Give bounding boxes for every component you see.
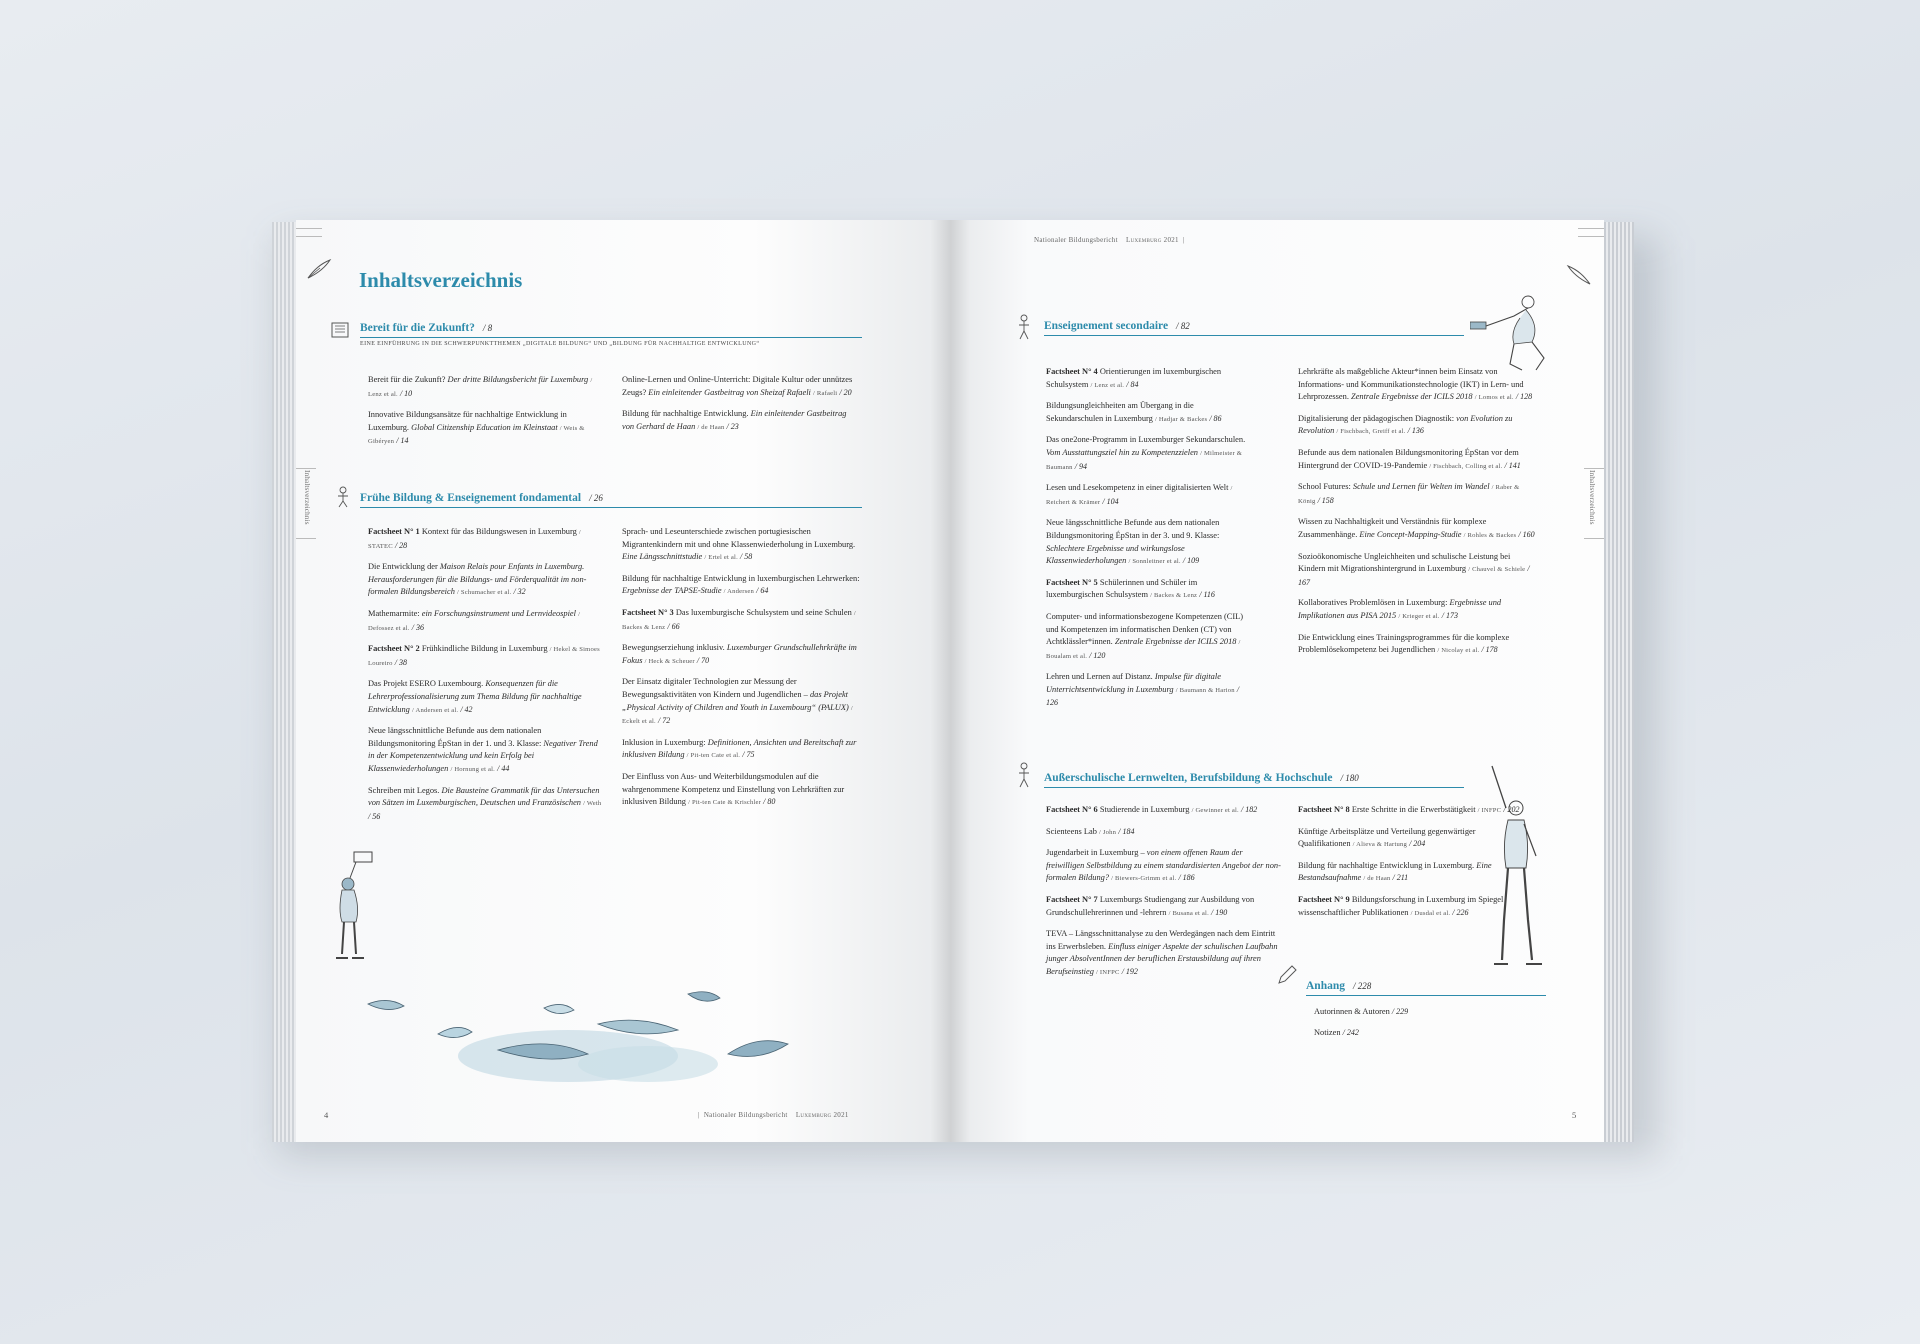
toc-entry[interactable]: Die Entwicklung eines Trainingsprogrammes für die komplexe Problemlösekompetenz bei Jugendlichen / Nicolay et al. / 178	[1298, 632, 1510, 655]
side-rule	[296, 468, 316, 469]
toc-entry[interactable]: Innovative Bildungsansätze für nachhaltige Entwicklung in Luxemburg. Global Citizenship Education im Kleinstaat / Weis & Gibéryen / 14	[368, 410, 585, 446]
side-label: Inhaltsverzeichnis	[303, 470, 312, 525]
section-header[interactable]	[1044, 772, 1464, 788]
section-subtitle: EINE EINFÜHRUNG IN DIE SCHWERPUNKTTHEMEN „DIGITALE BILDUNG“ UND „BILDUNG FÜR NACHHALTIGE ENTWICKLUNG“	[360, 341, 760, 347]
right-page	[950, 220, 1604, 1142]
side-rule	[1584, 468, 1604, 469]
section-title: Anhang	[1306, 980, 1345, 992]
crouching-person-illustration	[1470, 292, 1560, 372]
section-title: Außerschulische Lernwelten, Berufsbildung & Hochschule	[1044, 772, 1333, 784]
appendix-list	[1306, 1006, 1546, 1039]
toc-column	[622, 374, 858, 442]
child-with-tablet-illustration	[332, 850, 376, 970]
section-page: / 8	[482, 323, 493, 333]
toc-entry[interactable]: Lehren und Lernen auf Distanz. Impulse für digitale Unterrichtsentwicklung in Luxemburg / Baumann & Harion / 126	[1046, 672, 1240, 708]
running-header: Nationaler Bildungsbericht Luxemburg 2021 |	[1034, 236, 1185, 244]
section-page: / 228	[1353, 981, 1372, 991]
toc-entry[interactable]: Lesen und Lesekompetenz in einer digitalisierten Welt / Reichert & Krämer / 104	[1046, 483, 1233, 506]
toc-entry[interactable]: Lehrkräfte als maßgebliche Akteur*innen beim Einsatz von Informations- und Kommunikationstechnologie (IKT) in Lern- und Lehrprozessen. Zentrale Ergebnisse der ICILS 2018 / Lomos et al. / 128	[1298, 367, 1533, 402]
corner-rule	[1578, 228, 1604, 229]
corner-rule	[296, 228, 322, 229]
toc-entry[interactable]: Notizen / 242	[1314, 1027, 1359, 1037]
toc-entry[interactable]: Bildung für nachhaltige Entwicklung in Luxemburg. Eine Bestandsaufnahme / de Haan / 211	[1298, 860, 1492, 883]
toc-entry[interactable]: Die Entwicklung der Maison Relais pour Enfants in Luxemburg. Herausforderungen für die Bildungs- und Förderqualität im non-formalen Bildungsbereich / Schumacher et al. / 32	[368, 562, 587, 597]
toc-entry[interactable]: Sozioökonomische Ungleichheiten und schulische Leistung bei Kindern mit Migrationshintergrund in Luxemburg / Chauvel & Schiele / 167	[1298, 551, 1530, 587]
toc-entry[interactable]: Digitalisierung der pädagogischen Diagnostik: von Evolution zu Revolution / Fischbach, Greiff et al. / 136	[1298, 413, 1513, 436]
toc-entry[interactable]: Bildung für nachhaltige Entwicklung. Ein einleitender Gastbeitrag von Gerhard de Haan / de Haan / 23	[622, 409, 847, 431]
toc-entry[interactable]: Computer- und informationsbezogene Kompetenzen (CIL) und Kompetenzen im informatischen Denken (CT) von Achtklässler*innen. Zentrale Ergebnisse der ICILS 2018 / Boualam et al. / 120	[1046, 611, 1244, 660]
section-header[interactable]	[1306, 980, 1546, 996]
toc-entry[interactable]: Scienteens Lab / John / 184	[1046, 826, 1135, 836]
toc-entry[interactable]: Bildung für nachhaltige Entwicklung in luxemburgischen Lehrwerken: Ergebnisse der TAPSE-Studie / Andersen / 64	[622, 573, 860, 596]
leaves-watercolor-illustration	[348, 984, 828, 1094]
side-label: Inhaltsverzeichnis	[1588, 470, 1597, 525]
toc-entry[interactable]: Kollaboratives Problemlösen in Luxemburg: Ergebnisse und Implikationen aus PISA 2015 / Krieger et al. / 173	[1298, 598, 1502, 620]
section-page: / 26	[589, 493, 603, 503]
toc-column	[368, 374, 600, 457]
toc-entry[interactable]: Factsheet N° 7 Luxemburgs Studiengang zur Ausbildung von Grundschullehrerinnen und -lehrern / Busana et al. / 190	[1046, 894, 1255, 917]
toc-entry[interactable]: Neue längsschnittliche Befunde aus dem nationalen Bildungsmonitoring ÉpStan in der 1. und 3. Klasse: Negativer Trend in der Kompetenzentwicklung und kein Erfolg bei Klassenwiederholungen / Hornung et al. / 44	[368, 726, 598, 773]
child-drawing-icon	[334, 486, 352, 508]
toc-entry[interactable]: Bildungsungleichheiten am Übergang in die Sekundarschulen in Luxemburg / Hadjar & Backes / 86	[1046, 401, 1222, 423]
toc-entry[interactable]: Factsheet N° 5 Schülerinnen und Schüler im luxemburgischen Schulsystem / Backes & Lenz / 116	[1046, 577, 1215, 600]
toc-entry[interactable]: TEVA – Längsschnittanalyse zu den Werdegängen nach dem Eintritt ins Erwerbsleben. Einfluss einiger Aspekte der schulischen Laufbahn junger AbsolventInnen der beruflichen Erstausbildung auf ihren Berufseinstieg / INFPC / 192	[1046, 929, 1278, 976]
section-ausserschulisch	[1044, 772, 1464, 788]
toc-column	[1046, 804, 1282, 988]
section-title: Enseignement secondaire	[1044, 320, 1169, 332]
pencil-icon	[1276, 964, 1298, 986]
toc-entry[interactable]: Factsheet N° 1 Kontext für das Bildungswesen in Luxemburg / STATEC / 28	[368, 527, 581, 550]
toc-entry[interactable]: School Futures: Schule und Lernen für Welten im Wandel / Raber & König / 158	[1298, 482, 1520, 505]
section-anhang	[1306, 980, 1546, 1047]
corner-rule	[1578, 236, 1604, 237]
toc-entry[interactable]: Factsheet N° 8 Erste Schritte in die Erwerbstätigkeit / INFPC / 202	[1298, 805, 1520, 814]
section-fruehe-bildung	[360, 492, 862, 508]
corner-rule	[296, 236, 322, 237]
toc-entry[interactable]: Befunde aus dem nationalen Bildungsmonitoring ÉpStan vor dem Hintergrund der COVID-19-Pandemie / Fischbach, Colling et al. / 141	[1298, 447, 1521, 470]
toc-column	[368, 526, 602, 831]
book-stack-icon	[330, 320, 352, 340]
toc-entry[interactable]: Factsheet N° 3 Das luxemburgische Schulsystem und seine Schulen / Backes & Lenz / 66	[622, 607, 856, 631]
page-number: 4	[324, 1110, 329, 1120]
left-page	[296, 220, 950, 1142]
section-header[interactable]	[1044, 320, 1464, 336]
toc-entry[interactable]: Schreiben mit Legos. Die Bausteine Grammatik für das Untersuchen von Sätzen im Luxemburgischen, Deutschen und Französischen / Weth / 56	[368, 785, 602, 821]
toc-entry[interactable]: Das one2one-Programm in Luxemburger Sekundarschulen. Vom Ausstattungsziel hin zu Kompetenzzielen / Milmeister & Baumann / 94	[1046, 435, 1246, 471]
toc-entry[interactable]: Sprach- und Leseunterschiede zwischen portugiesischen Migrantenkindern mit und ohne Klassenwiederholung in Luxemburg. Eine Längsschnittstudie / Ertel et al. / 58	[622, 527, 856, 562]
running-footer: | Nationaler Bildungsbericht Luxemburg 2021	[698, 1111, 849, 1119]
section-enseignement-secondaire	[1044, 320, 1464, 336]
feather-icon	[306, 258, 332, 280]
page-title: Inhaltsverzeichnis	[359, 268, 523, 292]
book-gutter	[930, 220, 970, 1142]
toc-entry[interactable]: Factsheet N° 2 Frühkindliche Bildung in Luxemburg / Hekel & Simoes Loureiro / 38	[368, 644, 600, 667]
section-header[interactable]	[360, 492, 862, 508]
toc-entry[interactable]: Bereit für die Zukunft? Der dritte Bildungsbericht für Luxemburg / Lenz et al. / 10	[368, 375, 593, 398]
section-title: Bereit für die Zukunft?	[360, 322, 475, 334]
toc-entry[interactable]: Wissen zu Nachhaltigkeit und Verständnis für komplexe Zusammenhänge. Eine Concept-Mapping-Studie / Rohles & Backes / 160	[1298, 517, 1535, 539]
toc-entry[interactable]: Inklusion in Luxemburg: Definitionen, Ansichten und Bereitschaft zur inklusiven Bildung / Pit-ten Cate et al. / 75	[622, 737, 857, 760]
toc-entry[interactable]: Der Einsatz digitaler Technologien zur Messung der Bewegungsaktivitäten von Kindern und Jugendlichen – das Projekt „Physical Activity of Children and Youth in Luxembourg“ (PALUX) / Eckelt et al. / 72	[622, 677, 853, 726]
toc-entry[interactable]: Neue längsschnittliche Befunde aus dem nationalen Bildungsmonitoring ÉpStan in der 3. und 9. Klasse: Schlechtere Ergebnisse und wirkungslose Klassenwiederholungen / Sonnleitner et al. / 109	[1046, 518, 1220, 566]
toc-entry[interactable]: Das Projekt ESERO Luxembourg. Konsequenzen für die Lehrerprofessionalisierung zum Thema Bildung für nachhaltige Entwicklung / Andersen et al. / 42	[368, 679, 582, 714]
toc-entry[interactable]: Der Einfluss von Aus- und Weiterbildungsmodulen auf die wahrgenommene Kompetenz und Einstellung von Lehrkräften zur inklusiven Bildung / Pit-ten Cate & Krischler / 80	[622, 771, 845, 807]
student-drawing-icon	[1016, 762, 1032, 788]
side-rule	[1584, 538, 1604, 539]
toc-entry[interactable]: Jugendarbeit in Luxemburg – von einem offenen Raum der freiwilligen Selbstbildung zu einem standardisierten Angebot der non-formalen Bildung? / Biewers-Grimm et al. / 186	[1046, 848, 1281, 883]
toc-entry[interactable]: Factsheet N° 6 Studierende in Luxemburg / Gewinner et al. / 182	[1046, 805, 1258, 814]
section-title: Frühe Bildung & Enseignement fondamental	[360, 492, 582, 504]
side-rule	[296, 538, 316, 539]
toc-entry[interactable]: Factsheet N° 9 Bildungsforschung in Luxemburg im Spiegel wissenschaftlicher Publikationen / Dusdal et al. / 226	[1298, 894, 1504, 917]
section-zukunft	[360, 322, 862, 347]
teen-drawing-icon	[1016, 314, 1032, 340]
section-page: / 180	[1340, 773, 1359, 783]
toc-entry[interactable]: Factsheet N° 4 Orientierungen im luxemburgischen Schulsystem / Lenz et al. / 84	[1046, 367, 1222, 389]
toc-column	[622, 526, 860, 818]
page-number: 5	[1572, 1110, 1577, 1120]
toc-entry[interactable]: Mathemarmite: ein Forschungsinstrument und Lernvideospiel / Defossez et al. / 36	[368, 608, 581, 632]
section-header[interactable]	[360, 322, 862, 338]
section-page: / 82	[1176, 321, 1190, 331]
toc-entry[interactable]: Bewegungserziehung inklusiv. Luxemburger Grundschullehrkräfte im Fokus / Heck & Scheuer / 70	[622, 643, 857, 665]
toc-column	[1298, 804, 1530, 928]
toc-entry[interactable]: Online-Lernen und Online-Unterricht: Digitale Kultur oder unnützes Zeugs? Ein einleitender Gastbeitrag von Sheizaf Rafaeli / Rafaeli / 20	[622, 375, 853, 397]
toc-column	[1046, 366, 1246, 718]
toc-column	[1298, 366, 1538, 666]
feather-icon	[1566, 264, 1592, 286]
toc-entry[interactable]: Künftige Arbeitsplätze und Verteilung gegenwärtiger Qualifikationen / Alieva & Hartung / 204	[1298, 826, 1476, 849]
toc-entry[interactable]: Autorinnen & Autoren / 229	[1314, 1007, 1409, 1016]
